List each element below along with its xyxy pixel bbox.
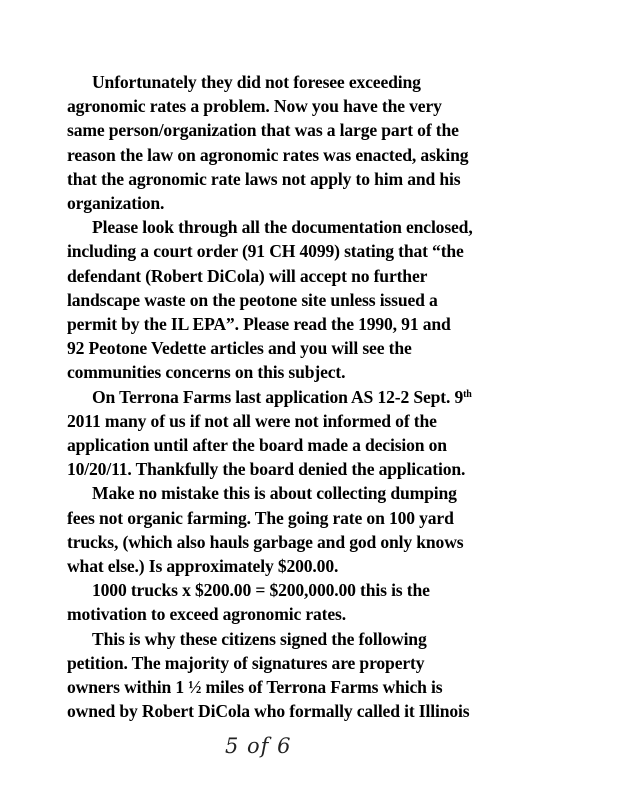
text-line: application until after the board made a decision on xyxy=(67,435,447,456)
text-line: 2011 many of us if not all were not informed of the xyxy=(67,410,437,431)
text-line: communities concerns on this subject. xyxy=(67,362,346,383)
text-line: landscape waste on the peotone site unless issued a xyxy=(67,289,438,310)
text-line: that the agronomic rate laws not apply to him and his xyxy=(67,168,461,189)
text-line: This is why these citizens signed the following xyxy=(92,628,427,649)
text-line: Unfortunately they did not foresee exceeding xyxy=(92,72,421,92)
text-line: owned by Robert DiCola who formally called it Illinois xyxy=(67,701,470,722)
text-line: fees not organic farming. The going rate on 100 yard xyxy=(67,507,454,528)
text-line: Please look through all the documentation enclosed, xyxy=(92,217,473,238)
text-line: organization. xyxy=(67,193,165,214)
text-line-content: On Terrona Farms last application AS 12-2 Sept. 9 xyxy=(92,386,464,407)
text-line: Make no mistake this is about collecting dumping xyxy=(92,483,457,504)
text-line: reason the law on agronomic rates was enacted, asking xyxy=(67,144,469,165)
text-line: defendant (Robert DiCola) will accept no further xyxy=(67,265,428,286)
text-line: permit by the IL EPA”. Please read the 1990, 91 and xyxy=(67,314,451,335)
text-line: agronomic rates a problem. Now you have the very xyxy=(67,96,442,117)
text-line-with-superscript xyxy=(67,385,587,409)
text-line: 92 Peotone Vedette articles and you will see the xyxy=(67,338,412,359)
text-line: 10/20/11. Thankfully the board denied the application. xyxy=(67,459,466,480)
text-line: motivation to exceed agronomic rates. xyxy=(67,604,346,625)
text-line: trucks, (which also hauls garbage and god only knows xyxy=(67,531,464,552)
text-line: petition. The majority of signatures are property xyxy=(67,652,425,673)
text-line: same person/organization that was a large part of the xyxy=(67,120,459,141)
text-line: what else.) Is approximately $200.00. xyxy=(67,556,339,577)
handwritten-page-number: 5 of 6 xyxy=(225,734,292,758)
text-line: 1000 trucks x $200.00 = $200,000.00 this is the xyxy=(92,580,430,601)
ordinal-superscript: th xyxy=(463,388,472,400)
text-line: owners within 1 ½ miles of Terrona Farms which is xyxy=(67,677,443,698)
letter-body xyxy=(67,70,587,723)
text-line: including a court order (91 CH 4099) stating that “the xyxy=(67,241,464,262)
